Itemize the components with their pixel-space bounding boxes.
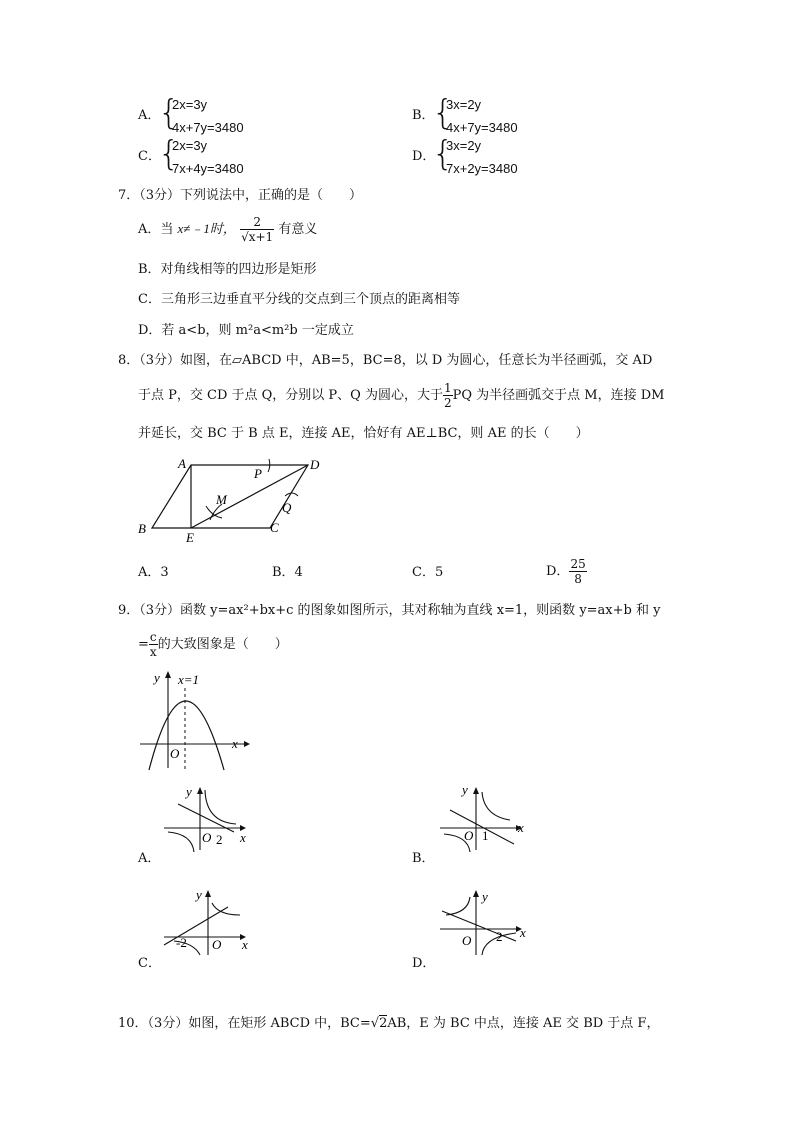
numerator: 2	[240, 215, 274, 230]
segment-de	[191, 465, 308, 528]
option-text: A．当	[138, 222, 174, 237]
q8-line2	[138, 381, 664, 411]
hyperbola-branch	[446, 897, 470, 915]
x-label: x	[242, 937, 248, 952]
equation: 4x+7y=3480	[172, 120, 244, 135]
equation: 7x+2y=3480	[446, 161, 518, 176]
arc-q	[285, 493, 298, 496]
label-c: C	[270, 520, 279, 535]
q9-graph-d	[436, 885, 532, 955]
y-arrow	[473, 890, 479, 897]
option-text: 有意义	[278, 222, 318, 237]
equation: 3x=2y	[446, 97, 482, 112]
denominator: 2	[443, 396, 452, 410]
y-arrow	[197, 787, 203, 794]
q9-option-a-label: A．	[138, 851, 161, 866]
q9-option-b-label: B．	[412, 851, 435, 866]
y-arrow	[165, 671, 171, 678]
numerator: c	[149, 630, 157, 644]
equation: 3x=2y	[446, 138, 482, 153]
label-b: B	[138, 521, 146, 536]
mark-label: 2	[216, 832, 223, 847]
origin-label: O	[462, 933, 472, 948]
q8-option-d	[546, 556, 587, 588]
axis-label: x=1	[178, 672, 200, 687]
numerator: 25	[570, 557, 586, 571]
origin-label: O	[464, 828, 474, 843]
hyperbola-branch	[212, 903, 240, 915]
q9-graph-a	[160, 782, 256, 852]
label-q: Q	[282, 500, 292, 515]
q7-option-b: B．对角线相等的四边形是矩形	[138, 262, 317, 277]
q8-option-b: B．4	[272, 565, 303, 580]
x-label: x	[520, 925, 526, 940]
q7-option-c: C．三角形三边垂直平分线的交点到三个顶点的距离相等	[138, 292, 460, 307]
label-d: D	[310, 457, 320, 472]
option-label: D．	[546, 564, 570, 579]
denominator: √x+1	[241, 230, 274, 244]
y-arrow	[205, 890, 211, 897]
q7-option-a	[138, 215, 317, 244]
y-arrow	[473, 787, 479, 794]
text: AB，E 为 BC 中点，连接 AE 交 BD 于点 F，	[387, 1016, 660, 1031]
q9-line2	[138, 630, 288, 660]
x-label: x	[240, 830, 246, 845]
q10-line1: 10．（3分）如图，在矩形 ABCD 中，BC=√2AB，E 为 BC 中点，连接 AE 交 BD 于点 F，	[118, 1016, 660, 1031]
mark-label: -2	[176, 935, 187, 950]
fraction-c-over-x	[149, 630, 158, 659]
origin-label: O	[202, 830, 212, 845]
y-label: y	[482, 889, 488, 904]
equation: 4x+7y=3480	[446, 120, 518, 135]
fraction-half	[443, 381, 453, 410]
brace: {	[432, 134, 454, 174]
label-p: P	[254, 466, 262, 481]
text: 的大致图象是（ ）	[157, 637, 288, 652]
hyperbola-branch	[168, 832, 194, 852]
y-label: y	[462, 782, 468, 797]
q8-option-c: C．5	[412, 565, 444, 580]
y-label: y	[154, 670, 160, 685]
condition: x≠﹣1时，	[177, 221, 236, 236]
label-e: E	[186, 530, 194, 545]
q8-line3: 并延长，交 BC 于 B 点 E，连接 AE，恰好有 AE⊥BC，则 AE 的长（ ）	[138, 426, 589, 441]
mark-label: 2	[496, 929, 503, 944]
x-label: x	[518, 820, 524, 835]
q8-line1: 8．（3分）如图，在▱ABCD 中，AB=5，BC=8，以 D 为圆心，任意长为半径画弧，交 AD	[118, 353, 653, 368]
option-label: C．	[138, 149, 161, 164]
parallelogram	[152, 465, 308, 528]
hyperbola-branch	[205, 790, 236, 824]
equation: 7x+4y=3480	[172, 161, 244, 176]
text: 于点 P，交 CD 于点 Q，分别以 P、Q 为圆心，大于	[138, 388, 443, 403]
q8-option-a: A．3	[138, 565, 169, 580]
radicand: x+1	[248, 230, 274, 244]
line-graph	[442, 911, 516, 941]
equation: 2x=3y	[172, 97, 208, 112]
q9-option-d-label: D．	[412, 956, 436, 971]
fraction	[240, 215, 274, 244]
q9-line1: 9．（3分）函数 y=ax²+bx+c 的图象如图所示，其对称轴为直线 x=1，则函数 y=ax+b 和 y	[118, 603, 661, 618]
brace: {	[432, 93, 454, 133]
option-label: B．	[412, 108, 435, 123]
equation: 2x=3y	[172, 138, 208, 153]
origin-label: O	[170, 746, 180, 761]
parabola-figure	[138, 668, 256, 772]
q9-graph-c	[160, 885, 256, 955]
label-m: M	[216, 492, 227, 507]
text: PQ 为半径画弧交于点 M，连接 DM	[452, 388, 665, 403]
origin-label: O	[212, 937, 222, 952]
fraction	[569, 557, 586, 586]
text: 10．（3分）如图，在矩形 ABCD 中，BC=	[118, 1016, 371, 1031]
mark-label: 1	[482, 828, 489, 843]
q7-option-d: D．若 a<b，则 m²a<m²b 一定成立	[138, 323, 354, 338]
q9-option-c-label: C．	[138, 956, 161, 971]
denominator: x	[149, 645, 157, 659]
option-label: D．	[412, 149, 436, 164]
text: =	[138, 637, 149, 652]
brace: {	[158, 134, 180, 174]
hyperbola-branch	[482, 792, 510, 820]
option-label: A．	[138, 108, 161, 123]
parabola	[149, 701, 224, 770]
y-label: y	[196, 887, 202, 902]
radicand: 2	[379, 1016, 388, 1031]
q9-graph-b	[436, 782, 532, 852]
x-arrow	[244, 741, 250, 747]
brace: {	[158, 93, 180, 133]
x-label: x	[232, 736, 238, 751]
numerator: 1	[443, 381, 452, 395]
y-label: y	[186, 784, 192, 799]
q7-stem: 7．（3分）下列说法中，正确的是（ ）	[118, 188, 363, 203]
parallelogram-figure	[130, 452, 340, 552]
label-a: A	[178, 456, 186, 471]
denominator: 8	[574, 572, 582, 586]
